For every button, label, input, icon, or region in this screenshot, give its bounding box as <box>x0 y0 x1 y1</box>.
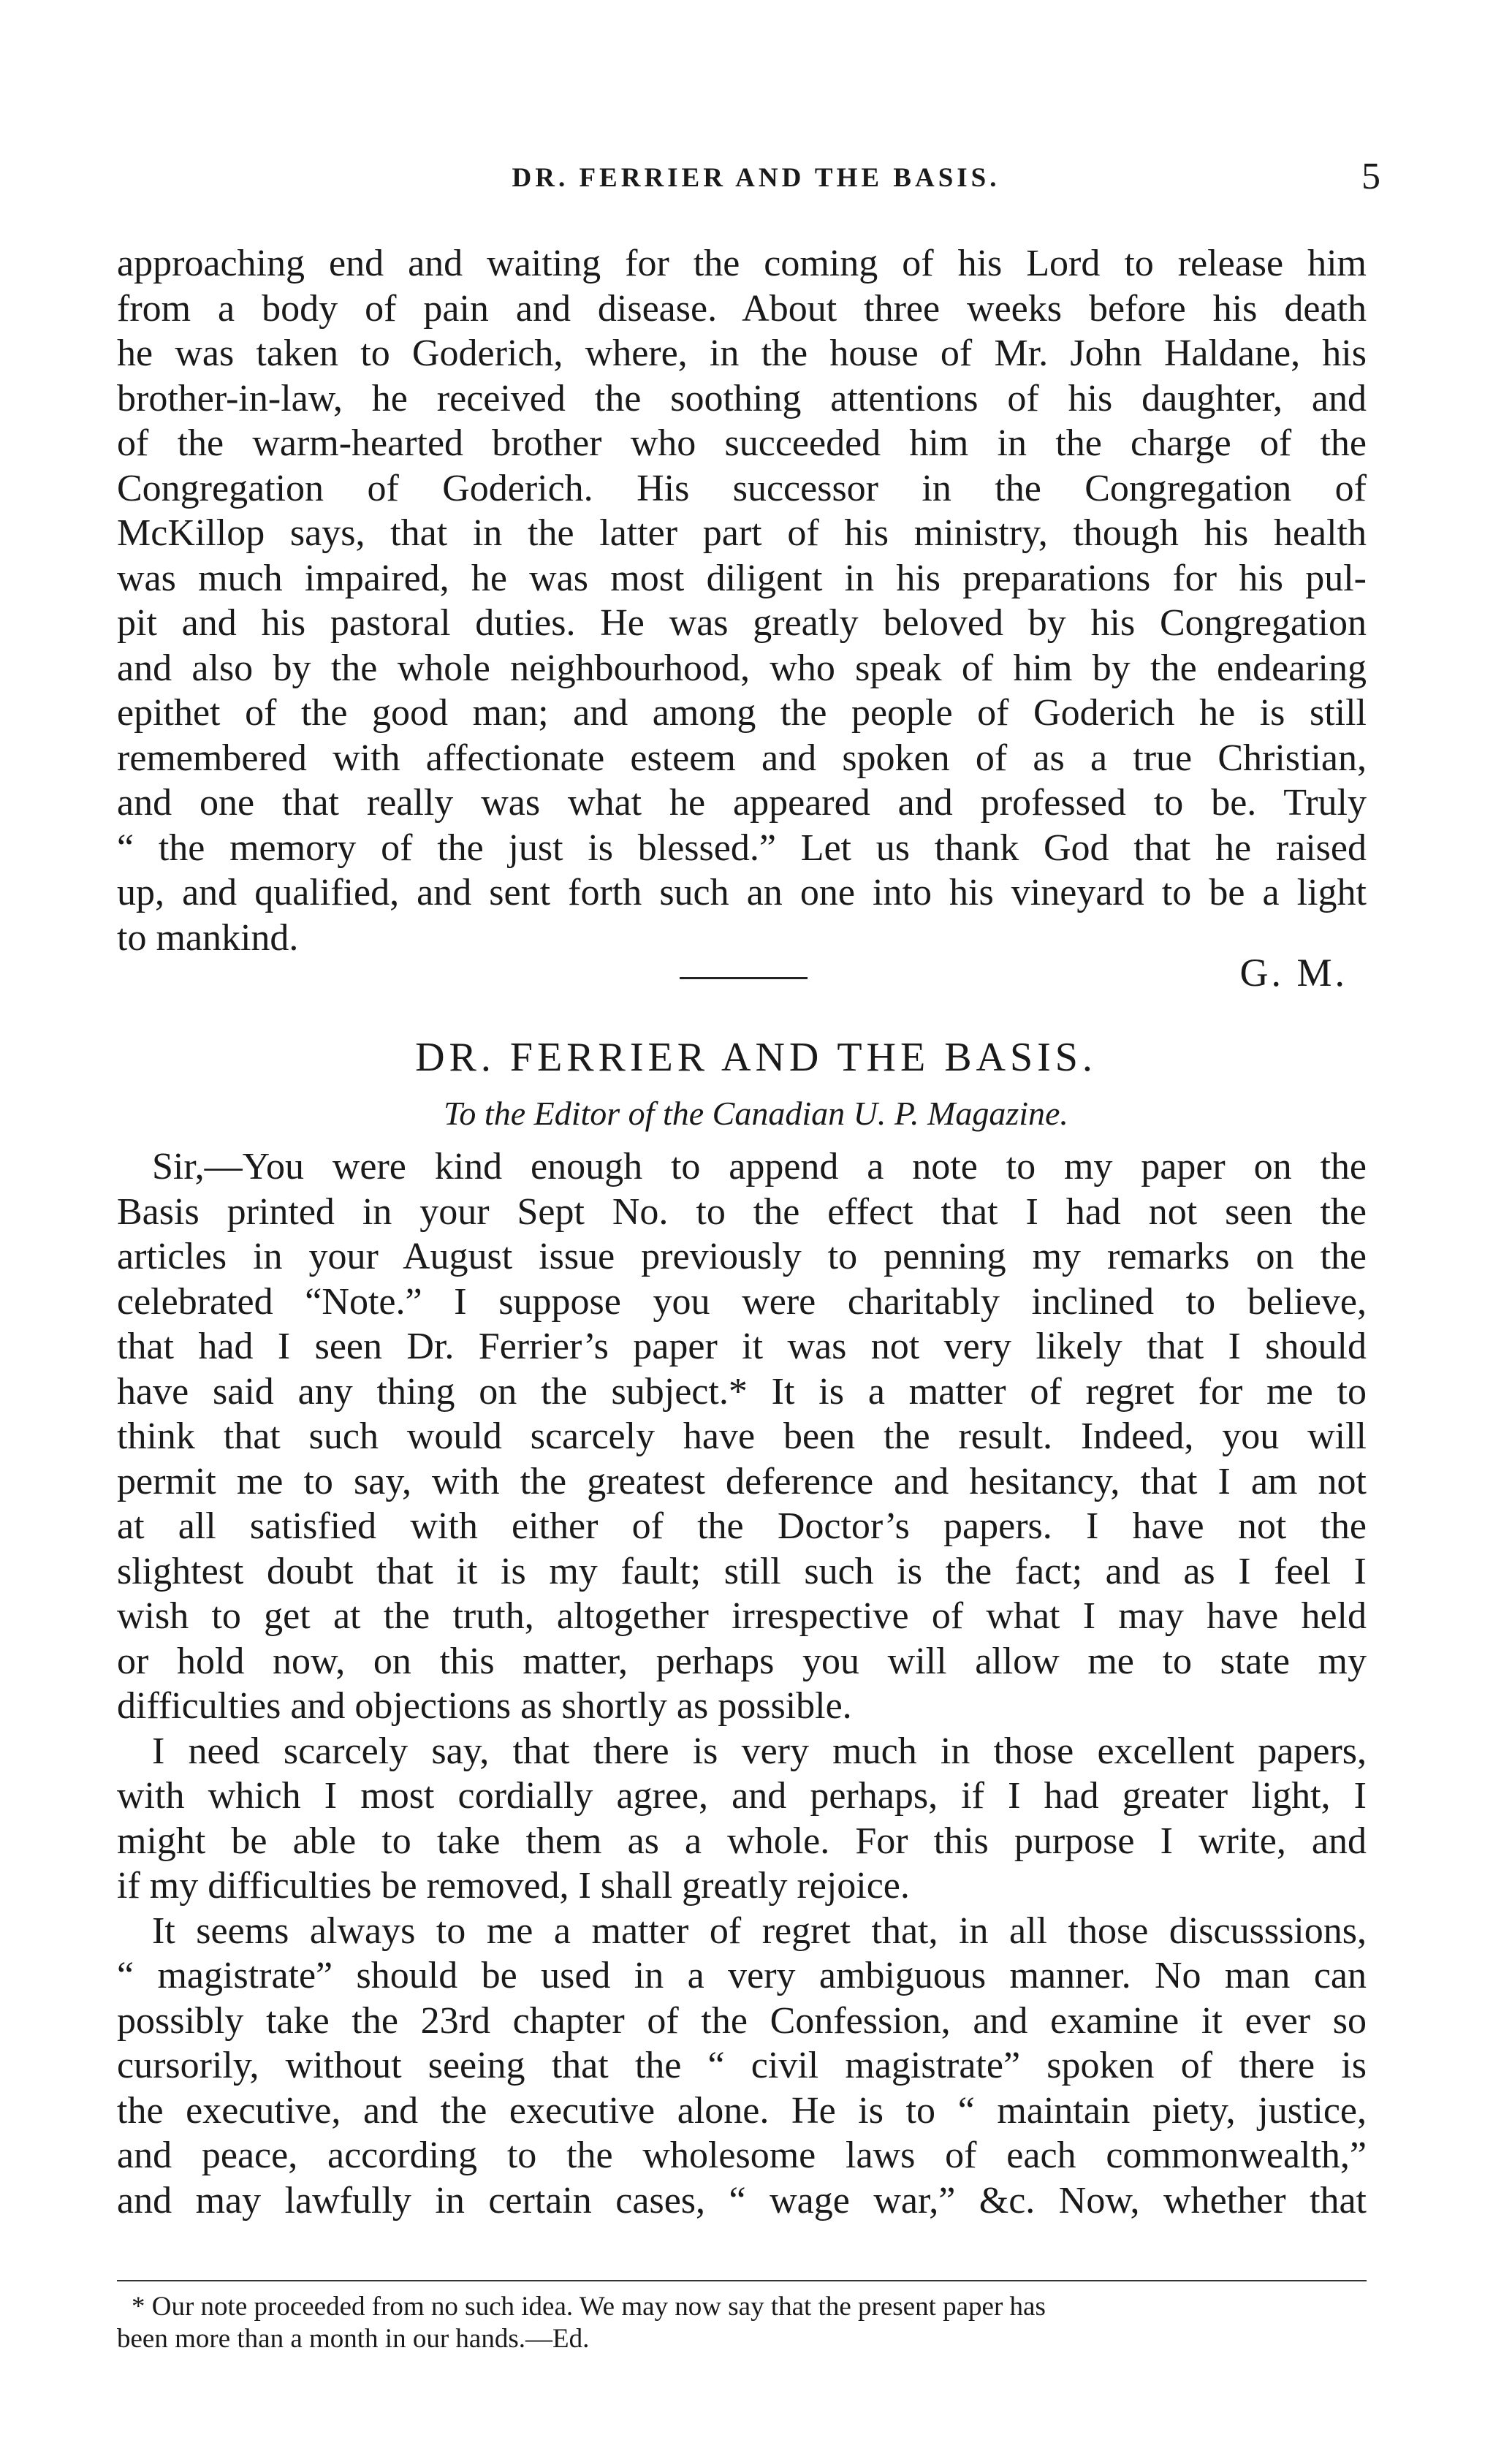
text-line: remembered with affectionate esteem and spoken of as a true Christian, <box>117 737 1367 779</box>
text-line: “ the memory of the just is blessed.” Let us thank God that he raised <box>117 826 1367 869</box>
page-number: 5 <box>1361 156 1380 197</box>
text-line: or hold now, on this matter, perhaps you will allow me to state my <box>117 1640 1367 1682</box>
text-line: from a body of pain and disease. About three weeks before his death <box>117 287 1367 330</box>
article-address: To the Editor of the Canadian U. P. Magazine. <box>444 1095 1068 1132</box>
text-line: with which I most cordially agree, and perhaps, if I had greater light, I <box>117 1775 1367 1817</box>
text-line: brother-in-law, he received the soothing attentions of his daughter, and <box>117 377 1367 419</box>
text-line: think that such would scarcely have been the result. Indeed, you will <box>117 1415 1367 1457</box>
text-line: if my difficulties be removed, I shall greatly rejoice. <box>117 1865 910 1907</box>
text-line: that had I seen Dr. Ferrier’s paper it was not very likely that I should <box>117 1326 1367 1367</box>
text-line: and one that really was what he appeared and professed to be. Truly <box>117 782 1367 824</box>
text-line: to mankind. <box>117 916 299 959</box>
text-line: and also by the whole neighbourhood, who speak of him by the endearing <box>117 647 1367 689</box>
footnote-rule <box>117 2280 1367 2281</box>
text-line: difficulties and objections as shortly as possible. <box>117 1685 852 1727</box>
text-line: at all satisfied with either of the Doctor’s papers. I have not the <box>117 1505 1367 1547</box>
text-line: and may lawfully in certain cases, “ wage war,” &c. Now, whether that <box>117 2179 1367 2222</box>
text-line: he was taken to Goderich, where, in the house of Mr. John Haldane, his <box>117 332 1367 374</box>
text-line: I need scarcely say, that there is very much in those excellent papers, <box>152 1730 1367 1772</box>
text-line: was much impaired, he was most diligent in his preparations for his pul- <box>117 557 1367 599</box>
text-line: celebrated “Note.” I suppose you were charitably inclined to believe, <box>117 1280 1367 1323</box>
footnote-line: * Our note proceeded from no such idea. We may now say that the present paper has <box>132 2292 1046 2322</box>
text-line: the executive, and the executive alone. He is to “ maintain piety, justice, <box>117 2089 1367 2132</box>
running-title: DR. FERRIER AND THE BASIS. <box>512 163 1000 193</box>
footnote <box>117 2291 1374 2355</box>
text-line: McKillop says, that in the latter part of his ministry, though his health <box>117 512 1367 554</box>
text-line: of the warm-hearted brother who succeeded him in the charge of the <box>117 422 1367 464</box>
text-line: might be able to take them as a whole. For this purpose I write, and <box>117 1820 1367 1862</box>
text-line: Congregation of Goderich. His successor in the Congregation of <box>117 467 1367 509</box>
text-line: wish to get at the truth, altogether irrespective of what I may have held <box>117 1595 1367 1637</box>
text-line: slightest doubt that it is my fault; still such is the fact; and as I feel I <box>117 1550 1367 1592</box>
text-line: It seems always to me a matter of regret that, in all those discusssions, <box>152 1909 1367 1952</box>
text-line: pit and his pastoral duties. He was greatly beloved by his Congregation <box>117 602 1367 644</box>
footnote-line: been more than a month in our hands.—Ed. <box>117 2324 590 2354</box>
text-line: “ magistrate” should be used in a very ambiguous manner. No man can <box>117 1955 1367 1996</box>
article-body <box>117 1144 1367 2223</box>
author-signature: G. M. <box>1239 951 1348 995</box>
text-line: possibly take the 23rd chapter of the Confession, and examine it ever so <box>117 1999 1367 2042</box>
text-line: epithet of the good man; and among the people of Goderich he is still <box>117 692 1367 734</box>
text-line: Sir,—You were kind enough to append a note to my paper on the <box>152 1146 1367 1187</box>
text-line: permit me to say, with the greatest deference and hesitancy, that I am not <box>117 1460 1367 1502</box>
text-line: Basis printed in your Sept No. to the effect that I had not seen the <box>117 1190 1367 1233</box>
text-line: have said any thing on the subject.* It is a matter of regret for me to <box>117 1370 1367 1413</box>
text-line: up, and qualified, and sent forth such an one into his vineyard to be a light <box>117 872 1367 913</box>
text-line: and peace, according to the wholesome laws of each commonwealth,” <box>117 2135 1367 2176</box>
section-divider <box>680 977 808 979</box>
text-line: approaching end and waiting for the coming of his Lord to release him <box>117 243 1367 284</box>
article-title: DR. FERRIER AND THE BASIS. <box>415 1035 1097 1080</box>
running-head <box>117 156 1395 206</box>
text-line: cursorily, without seeing that the “ civil magistrate” spoken of there is <box>117 2045 1367 2086</box>
obituary-paragraph <box>117 241 1367 960</box>
text-line: articles in your August issue previously to penning my remarks on the <box>117 1236 1367 1277</box>
